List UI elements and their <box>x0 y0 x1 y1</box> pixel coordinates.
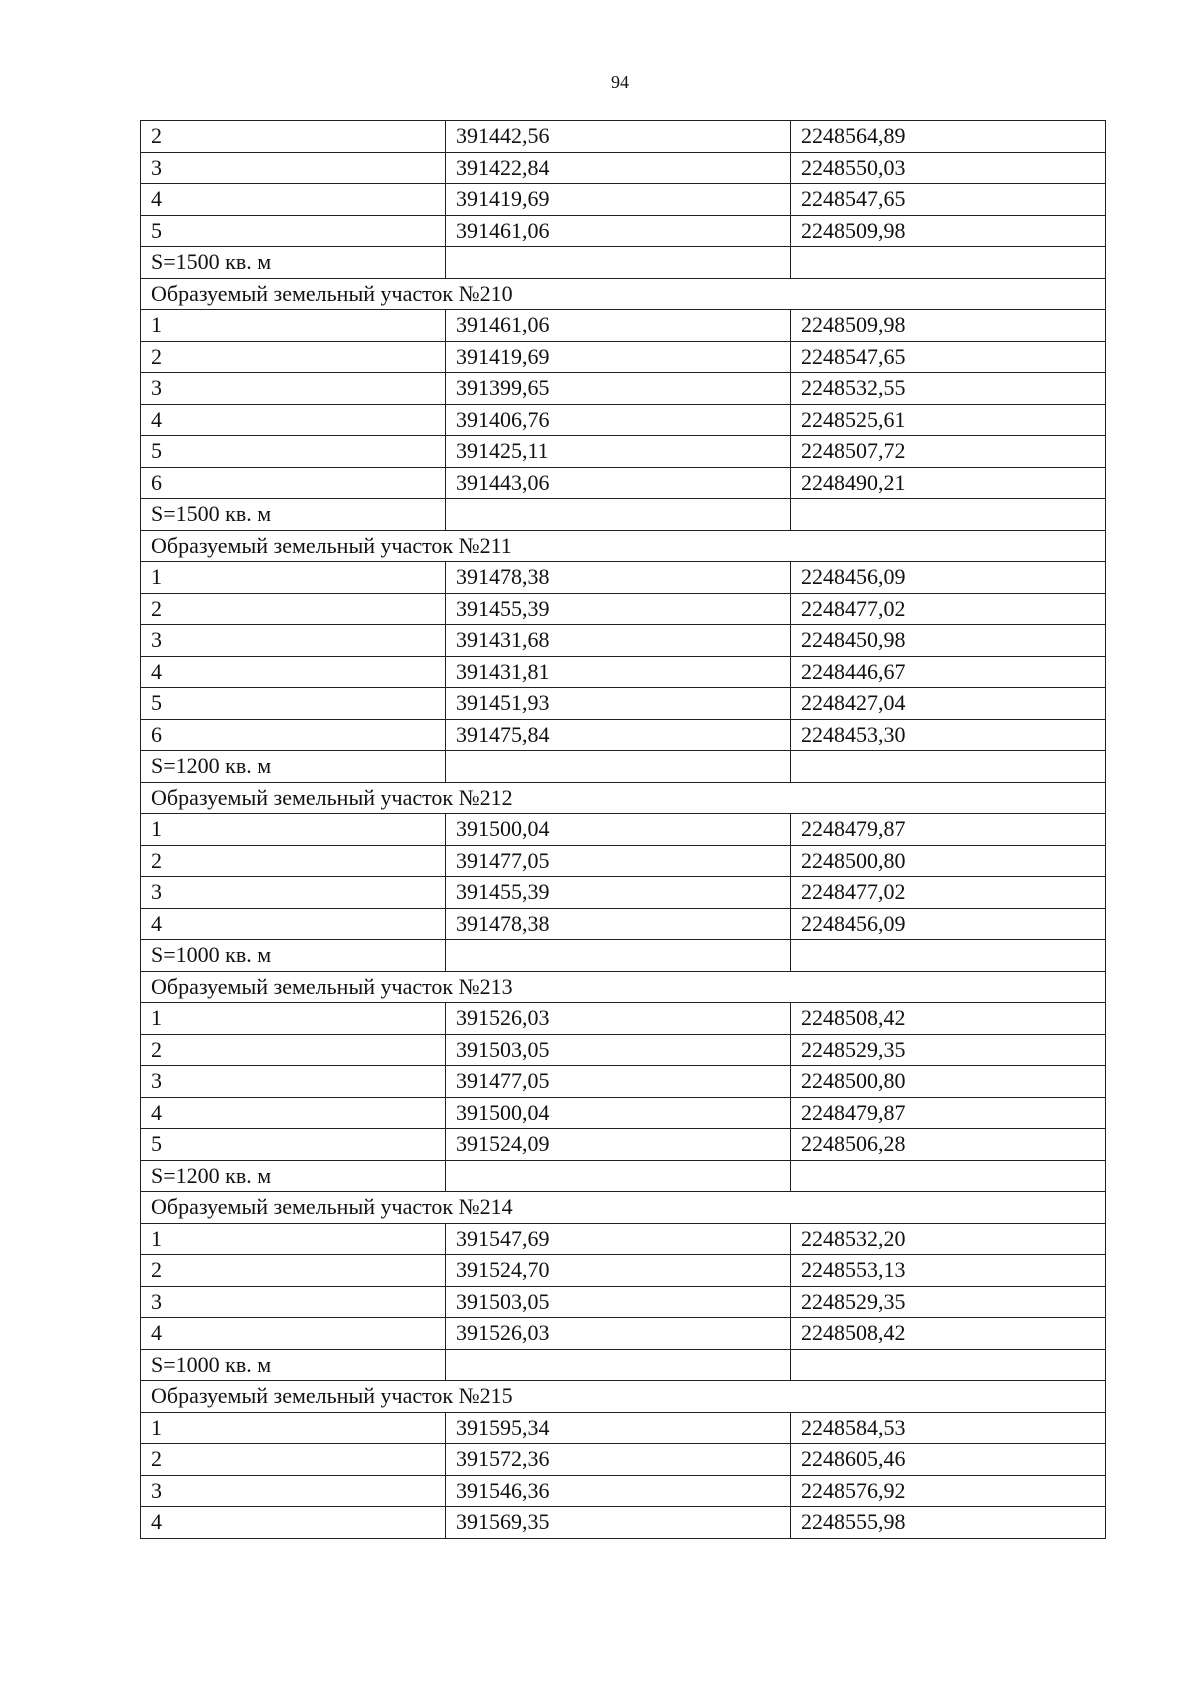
table-row <box>141 688 1106 720</box>
point-number-cell: 3 <box>141 373 446 405</box>
x-coordinate-cell: 391500,04 <box>446 814 791 846</box>
point-number-cell: 1 <box>141 310 446 342</box>
table-row <box>141 1003 1106 1035</box>
x-coordinate-cell: 391419,69 <box>446 184 791 216</box>
point-number-cell: 4 <box>141 1097 446 1129</box>
x-coordinate-cell: 391524,70 <box>446 1255 791 1287</box>
plot-title-cell: Образуемый земельный участок №212 <box>141 782 1106 814</box>
point-number-cell: 2 <box>141 341 446 373</box>
table-row <box>141 625 1106 657</box>
y-coordinate-cell: 2248525,61 <box>791 404 1106 436</box>
table-row <box>141 341 1106 373</box>
plot-header-row <box>141 782 1106 814</box>
empty-cell <box>791 1160 1106 1192</box>
y-coordinate-cell: 2248576,92 <box>791 1475 1106 1507</box>
point-number-cell: 3 <box>141 877 446 909</box>
point-number-cell: 4 <box>141 1507 446 1539</box>
y-coordinate-cell: 2248509,98 <box>791 215 1106 247</box>
empty-cell <box>446 499 791 531</box>
y-coordinate-cell: 2248508,42 <box>791 1003 1106 1035</box>
x-coordinate-cell: 391461,06 <box>446 310 791 342</box>
table-row <box>141 215 1106 247</box>
x-coordinate-cell: 391399,65 <box>446 373 791 405</box>
point-number-cell: 1 <box>141 1223 446 1255</box>
table-row <box>141 1475 1106 1507</box>
table-row <box>141 1223 1106 1255</box>
plot-title-cell: Образуемый земельный участок №211 <box>141 530 1106 562</box>
area-row <box>141 499 1106 531</box>
empty-cell <box>791 940 1106 972</box>
x-coordinate-cell: 391475,84 <box>446 719 791 751</box>
x-coordinate-cell: 391455,39 <box>446 877 791 909</box>
table-row <box>141 1286 1106 1318</box>
y-coordinate-cell: 2248532,20 <box>791 1223 1106 1255</box>
y-coordinate-cell: 2248529,35 <box>791 1286 1106 1318</box>
point-number-cell: 4 <box>141 404 446 436</box>
empty-cell <box>446 247 791 279</box>
x-coordinate-cell: 391478,38 <box>446 562 791 594</box>
point-number-cell: 2 <box>141 1444 446 1476</box>
table-row <box>141 404 1106 436</box>
point-number-cell: 4 <box>141 184 446 216</box>
table-row <box>141 310 1106 342</box>
plot-header-row <box>141 1192 1106 1224</box>
empty-cell <box>446 1160 791 1192</box>
y-coordinate-cell: 2248529,35 <box>791 1034 1106 1066</box>
y-coordinate-cell: 2248508,42 <box>791 1318 1106 1350</box>
x-coordinate-cell: 391443,06 <box>446 467 791 499</box>
area-row <box>141 247 1106 279</box>
coordinates-table <box>140 120 1106 1539</box>
y-coordinate-cell: 2248547,65 <box>791 341 1106 373</box>
y-coordinate-cell: 2248427,04 <box>791 688 1106 720</box>
point-number-cell: 4 <box>141 1318 446 1350</box>
table-row <box>141 877 1106 909</box>
y-coordinate-cell: 2248456,09 <box>791 562 1106 594</box>
x-coordinate-cell: 391425,11 <box>446 436 791 468</box>
empty-cell <box>791 247 1106 279</box>
empty-cell <box>446 940 791 972</box>
y-coordinate-cell: 2248547,65 <box>791 184 1106 216</box>
plot-title-cell: Образуемый земельный участок №215 <box>141 1381 1106 1413</box>
point-number-cell: 5 <box>141 1129 446 1161</box>
y-coordinate-cell: 2248500,80 <box>791 845 1106 877</box>
point-number-cell: 1 <box>141 1412 446 1444</box>
area-cell: S=1500 кв. м <box>141 499 446 531</box>
table-row <box>141 814 1106 846</box>
x-coordinate-cell: 391422,84 <box>446 152 791 184</box>
table-row <box>141 1034 1106 1066</box>
y-coordinate-cell: 2248555,98 <box>791 1507 1106 1539</box>
x-coordinate-cell: 391503,05 <box>446 1286 791 1318</box>
x-coordinate-cell: 391451,93 <box>446 688 791 720</box>
x-coordinate-cell: 391478,38 <box>446 908 791 940</box>
point-number-cell: 2 <box>141 1255 446 1287</box>
x-coordinate-cell: 391595,34 <box>446 1412 791 1444</box>
table-row <box>141 845 1106 877</box>
point-number-cell: 1 <box>141 562 446 594</box>
table-row <box>141 152 1106 184</box>
point-number-cell: 6 <box>141 467 446 499</box>
table-row <box>141 184 1106 216</box>
x-coordinate-cell: 391419,69 <box>446 341 791 373</box>
x-coordinate-cell: 391569,35 <box>446 1507 791 1539</box>
empty-cell <box>791 751 1106 783</box>
point-number-cell: 1 <box>141 814 446 846</box>
x-coordinate-cell: 391455,39 <box>446 593 791 625</box>
table-row <box>141 467 1106 499</box>
point-number-cell: 3 <box>141 1286 446 1318</box>
table-row <box>141 719 1106 751</box>
x-coordinate-cell: 391500,04 <box>446 1097 791 1129</box>
area-row <box>141 940 1106 972</box>
table-row <box>141 373 1106 405</box>
point-number-cell: 3 <box>141 1475 446 1507</box>
y-coordinate-cell: 2248564,89 <box>791 121 1106 153</box>
point-number-cell: 1 <box>141 1003 446 1035</box>
point-number-cell: 5 <box>141 688 446 720</box>
x-coordinate-cell: 391461,06 <box>446 215 791 247</box>
x-coordinate-cell: 391442,56 <box>446 121 791 153</box>
page-number: 94 <box>611 72 629 92</box>
point-number-cell: 5 <box>141 436 446 468</box>
y-coordinate-cell: 2248550,03 <box>791 152 1106 184</box>
empty-cell <box>446 1349 791 1381</box>
area-row <box>141 1349 1106 1381</box>
y-coordinate-cell: 2248500,80 <box>791 1066 1106 1098</box>
plot-header-row <box>141 530 1106 562</box>
y-coordinate-cell: 2248456,09 <box>791 908 1106 940</box>
point-number-cell: 3 <box>141 152 446 184</box>
y-coordinate-cell: 2248509,98 <box>791 310 1106 342</box>
x-coordinate-cell: 391526,03 <box>446 1003 791 1035</box>
empty-cell <box>791 1349 1106 1381</box>
y-coordinate-cell: 2248479,87 <box>791 1097 1106 1129</box>
y-coordinate-cell: 2248477,02 <box>791 593 1106 625</box>
y-coordinate-cell: 2248450,98 <box>791 625 1106 657</box>
point-number-cell: 3 <box>141 625 446 657</box>
point-number-cell: 2 <box>141 845 446 877</box>
table-row <box>141 1255 1106 1287</box>
plot-header-row <box>141 1381 1106 1413</box>
table-row <box>141 593 1106 625</box>
table-row <box>141 1444 1106 1476</box>
x-coordinate-cell: 391477,05 <box>446 845 791 877</box>
table-row <box>141 1412 1106 1444</box>
point-number-cell: 4 <box>141 656 446 688</box>
plot-header-row <box>141 278 1106 310</box>
x-coordinate-cell: 391431,81 <box>446 656 791 688</box>
x-coordinate-cell: 391526,03 <box>446 1318 791 1350</box>
x-coordinate-cell: 391503,05 <box>446 1034 791 1066</box>
y-coordinate-cell: 2248532,55 <box>791 373 1106 405</box>
y-coordinate-cell: 2248453,30 <box>791 719 1106 751</box>
x-coordinate-cell: 391546,36 <box>446 1475 791 1507</box>
area-cell: S=1500 кв. м <box>141 247 446 279</box>
plot-header-row <box>141 971 1106 1003</box>
y-coordinate-cell: 2248584,53 <box>791 1412 1106 1444</box>
x-coordinate-cell: 391406,76 <box>446 404 791 436</box>
table-row <box>141 1318 1106 1350</box>
area-cell: S=1000 кв. м <box>141 1349 446 1381</box>
point-number-cell: 2 <box>141 593 446 625</box>
point-number-cell: 6 <box>141 719 446 751</box>
x-coordinate-cell: 391547,69 <box>446 1223 791 1255</box>
area-cell: S=1000 кв. м <box>141 940 446 972</box>
point-number-cell: 2 <box>141 1034 446 1066</box>
y-coordinate-cell: 2248605,46 <box>791 1444 1106 1476</box>
table-row <box>141 562 1106 594</box>
plot-title-cell: Образуемый земельный участок №213 <box>141 971 1106 1003</box>
y-coordinate-cell: 2248507,72 <box>791 436 1106 468</box>
point-number-cell: 5 <box>141 215 446 247</box>
y-coordinate-cell: 2248479,87 <box>791 814 1106 846</box>
empty-cell <box>446 751 791 783</box>
y-coordinate-cell: 2248446,67 <box>791 656 1106 688</box>
point-number-cell: 4 <box>141 908 446 940</box>
table-row <box>141 1507 1106 1539</box>
x-coordinate-cell: 391572,36 <box>446 1444 791 1476</box>
y-coordinate-cell: 2248506,28 <box>791 1129 1106 1161</box>
table-row <box>141 656 1106 688</box>
area-row <box>141 1160 1106 1192</box>
table-row <box>141 1129 1106 1161</box>
area-cell: S=1200 кв. м <box>141 751 446 783</box>
table-row <box>141 121 1106 153</box>
table-row <box>141 1066 1106 1098</box>
x-coordinate-cell: 391431,68 <box>446 625 791 657</box>
y-coordinate-cell: 2248553,13 <box>791 1255 1106 1287</box>
area-cell: S=1200 кв. м <box>141 1160 446 1192</box>
coordinates-table-body <box>141 121 1106 1539</box>
plot-title-cell: Образуемый земельный участок №210 <box>141 278 1106 310</box>
area-row <box>141 751 1106 783</box>
plot-title-cell: Образуемый земельный участок №214 <box>141 1192 1106 1224</box>
empty-cell <box>791 499 1106 531</box>
table-row <box>141 1097 1106 1129</box>
x-coordinate-cell: 391524,09 <box>446 1129 791 1161</box>
table-row <box>141 908 1106 940</box>
point-number-cell: 3 <box>141 1066 446 1098</box>
y-coordinate-cell: 2248477,02 <box>791 877 1106 909</box>
table-row <box>141 436 1106 468</box>
point-number-cell: 2 <box>141 121 446 153</box>
y-coordinate-cell: 2248490,21 <box>791 467 1106 499</box>
x-coordinate-cell: 391477,05 <box>446 1066 791 1098</box>
